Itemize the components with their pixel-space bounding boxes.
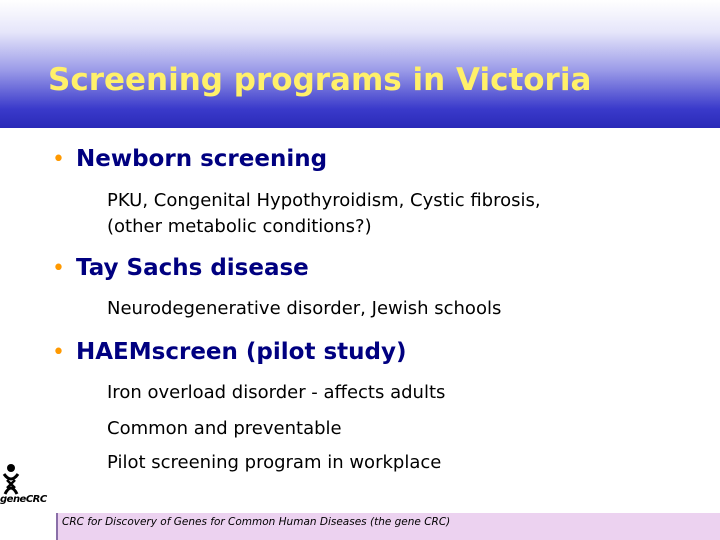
bullet-label: Tay Sachs disease	[76, 255, 309, 281]
bullet-label: HAEMscreen (pilot study)	[76, 339, 407, 365]
bullet-detail: Iron overload disorder - affects adults	[107, 382, 446, 403]
bullet-dot-icon: •	[52, 339, 65, 365]
bullet-detail: Pilot screening program in workplace	[107, 452, 442, 473]
bullet-dot-icon: •	[52, 255, 65, 281]
logo-text: geneCRC	[0, 494, 47, 505]
footer-text: CRC for Discovery of Genes for Common Human Diseases (the gene CRC)	[62, 516, 451, 528]
bullet-detail: PKU, Congenital Hypothyroidism, Cystic fibrosis,	[107, 190, 541, 211]
bullet-detail: Neurodegenerative disorder, Jewish schools	[107, 298, 502, 319]
slide-title: Screening programs in Victoria	[48, 62, 592, 98]
bullet-label: Newborn screening	[76, 146, 328, 172]
bullet-haemscreen	[52, 339, 406, 365]
bullet-dot-icon: •	[52, 146, 65, 172]
bullet-newborn-screening	[52, 146, 327, 172]
bullet-tay-sachs	[52, 255, 309, 281]
bullet-detail: (other metabolic conditions?)	[107, 216, 372, 237]
bullet-detail: Common and preventable	[107, 418, 342, 439]
